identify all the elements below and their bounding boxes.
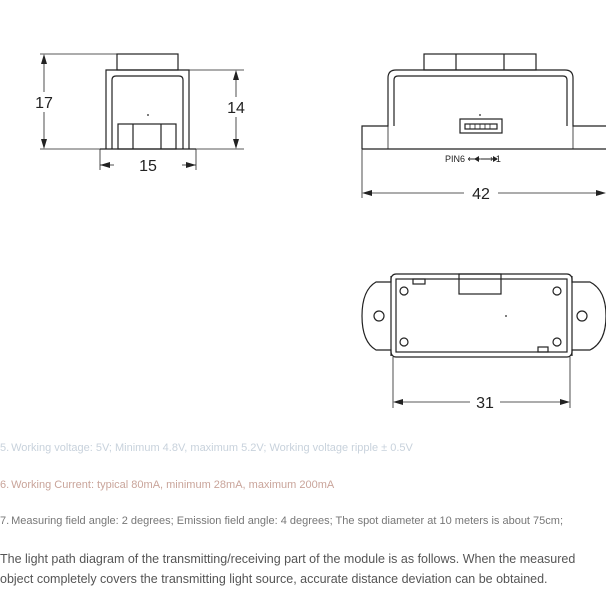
- spec-marker: 7.: [0, 515, 10, 527]
- dim-42: 42: [472, 186, 490, 203]
- light-path-paragraph: The light path diagram of the transmitting/receiving part of the module is as follows. When the measured object completely covers the transmitting light source, accurate distance deviation can be obtained.: [0, 552, 576, 586]
- pin-label: PIN6 ⟵⟶ 1: [445, 154, 501, 164]
- spec-line-voltage: [0, 442, 413, 454]
- spec-text: Working voltage: 5V; Minimum 4.8V, maximum 5.2V; Working voltage ripple ± 0.5V: [11, 442, 413, 454]
- spec-marker: 5.: [0, 442, 10, 454]
- dim-17: 17: [35, 95, 53, 112]
- spec-line-current: [0, 479, 334, 491]
- dimension-labels: [33, 92, 501, 412]
- side-view: [40, 54, 244, 170]
- front-view: [362, 54, 606, 198]
- dim-14: 14: [227, 100, 245, 117]
- dim-31: 31: [476, 395, 494, 412]
- spec-text: Working Current: typical 80mA, minimum 28mA, maximum 200mA: [11, 479, 335, 491]
- spec-marker: 6.: [0, 479, 10, 491]
- bottom-view: [362, 274, 606, 408]
- dim-15: 15: [139, 158, 157, 175]
- spec-text: Measuring field angle: 2 degrees; Emission field angle: 4 degrees; The spot diameter at 10 meters is about 75cm;: [11, 515, 564, 527]
- spec-line-field-angle: [0, 515, 563, 527]
